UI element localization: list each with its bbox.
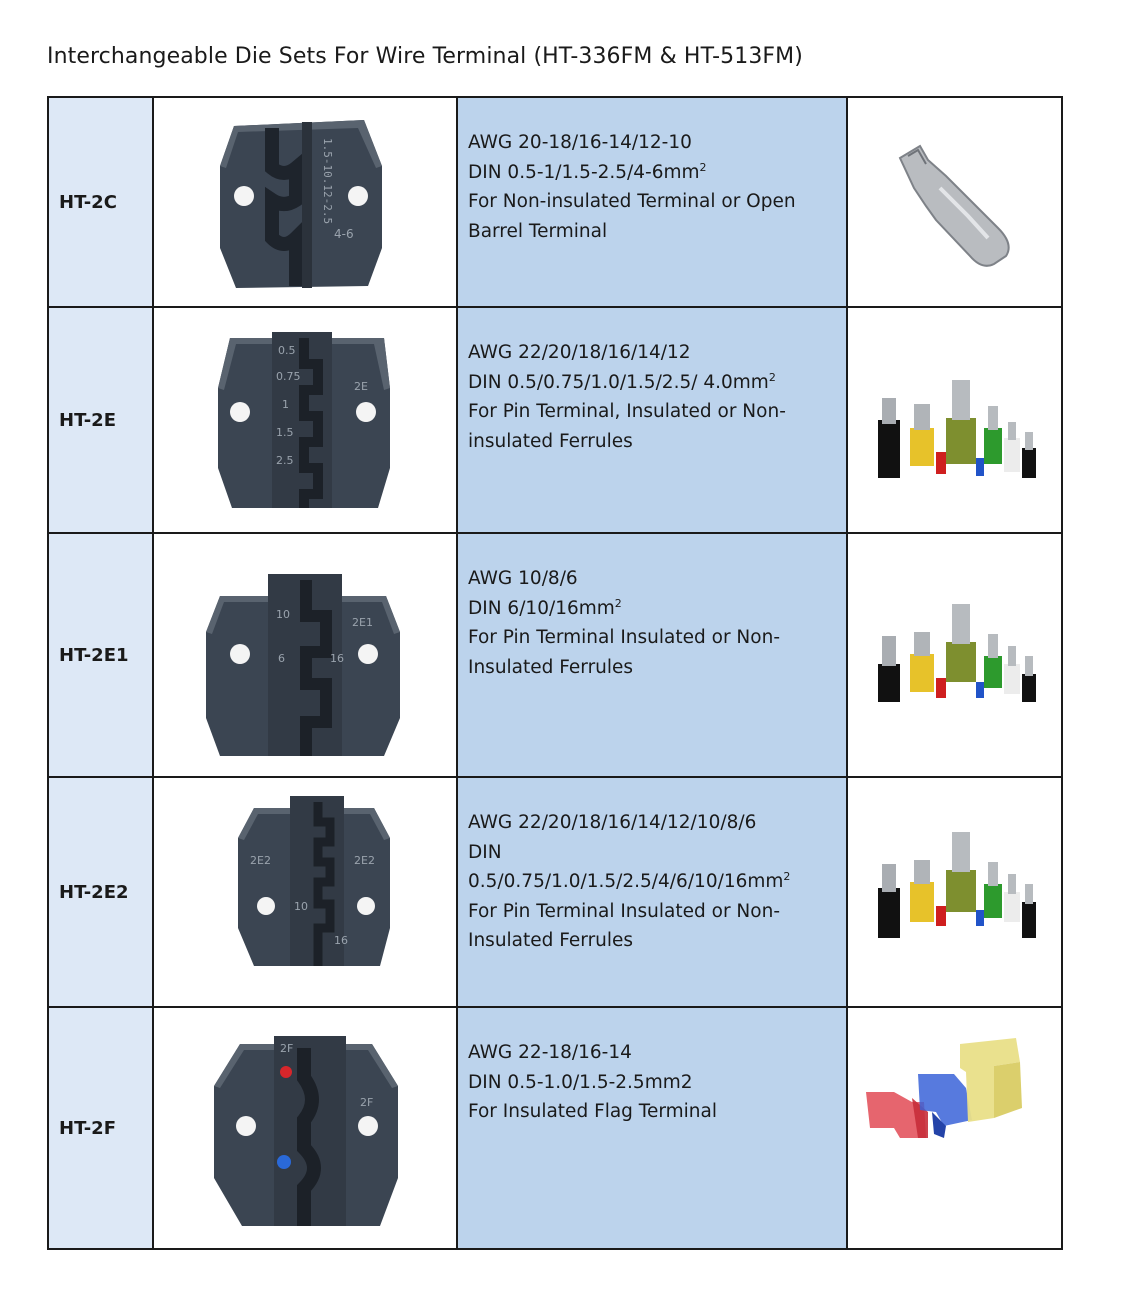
din-text: DIN 0.5/0.75/1.0/1.5/2.5/ 4.0mm [468,371,769,393]
crimp-die-2e2-icon [154,778,458,1006]
table-row [49,534,1063,778]
din-superscript: 2 [699,160,707,174]
usage-line: For Pin Terminal Insulated or Non- [468,627,780,648]
din-label: DIN [468,841,502,863]
die-label: 2E [354,380,368,393]
die-label: 2E2 [354,854,375,867]
awg-range: AWG 22/20/18/16/14/12/10/8/6 [468,812,757,833]
awg-range: AWG 10/8/6 [468,568,578,589]
ferrules-icon [848,534,1063,776]
table-row [49,308,1063,534]
usage-line: Insulated Ferrules [468,930,634,951]
die-code: HT-2F [49,1008,154,1248]
svg-text:4-6: 4-6 [334,227,354,241]
crimp-die-2e-icon [154,308,458,532]
die-code: HT-2E [49,308,154,532]
ferrules-icon [848,778,1063,1006]
die-spec [458,1008,848,1248]
die-sets-table [47,96,1063,1250]
din-superscript: 2 [768,370,776,384]
die-label: 2.5 [276,454,294,467]
die-label: 1.5 [276,426,294,439]
usage-line: Insulated Ferrules [468,656,634,678]
die-code: HT-2E1 [49,534,154,776]
din-range [468,368,846,398]
crimp-die-2e1-icon [154,534,458,776]
awg-range: AWG 20-18/16-14/12-10 [468,132,692,153]
ferrules-icon [848,308,1063,532]
die-label: 16 [330,652,344,665]
table-row [49,98,1063,308]
din-text: DIN 0.5-1/1.5-2.5/4-6mm [468,161,700,183]
din-text: DIN 6/10/16mm [468,597,615,619]
usage-line: For Pin Terminal, Insulated or Non- [468,401,786,422]
table-row [49,778,1063,1008]
die-spec [458,308,848,532]
table-row [49,1008,1063,1250]
din-range [468,158,846,188]
die-label: 2E2 [250,854,271,867]
die-label: 2F [280,1042,294,1055]
die-code: HT-2C [49,98,154,306]
die-label: 0.75 [276,370,301,383]
din-superscript: 2 [614,596,622,610]
usage-line: For Pin Terminal Insulated or Non- [468,900,780,922]
die-label: 10 [276,608,290,621]
die-spec [458,98,848,306]
din-range: DIN 0.5-1.0/1.5-2.5mm2 [468,1071,693,1093]
usage-line: Barrel Terminal [468,220,608,242]
awg-range: AWG 22-18/16-14 [468,1042,632,1063]
die-label: 0.5 [278,344,296,357]
die-label: 2E1 [352,616,373,629]
usage-line: For Non-insulated Terminal or Open [468,191,796,212]
die-label: 2F [360,1096,374,1109]
die-label: 10 [294,900,308,913]
usage-line: insulated Ferrules [468,430,633,452]
usage-line: For Insulated Flag Terminal [468,1101,717,1122]
din-range [468,594,846,624]
insulated-flag-terminals-icon [848,1008,1063,1248]
din-text: 0.5/0.75/1.0/1.5/2.5/4/6/10/16mm [468,871,784,892]
die-label: 1 [282,398,289,411]
din-superscript: 2 [783,870,791,883]
din-range [468,867,846,897]
awg-range: AWG 22/20/18/16/14/12 [468,342,691,363]
svg-text:1.5-10.12-2.5: 1.5-10.12-2.5 [321,138,334,225]
crimp-die-2c-icon [154,98,458,306]
die-spec [458,534,848,776]
die-label: 6 [278,652,285,665]
die-label: 16 [334,934,348,947]
die-spec [458,778,848,1006]
crimp-die-2f-icon [154,1008,458,1248]
die-code: HT-2E2 [49,778,154,1006]
open-barrel-terminal-icon [848,98,1063,306]
page-title: Interchangeable Die Sets For Wire Terminal (HT-336FM & HT-513FM) [47,44,803,69]
